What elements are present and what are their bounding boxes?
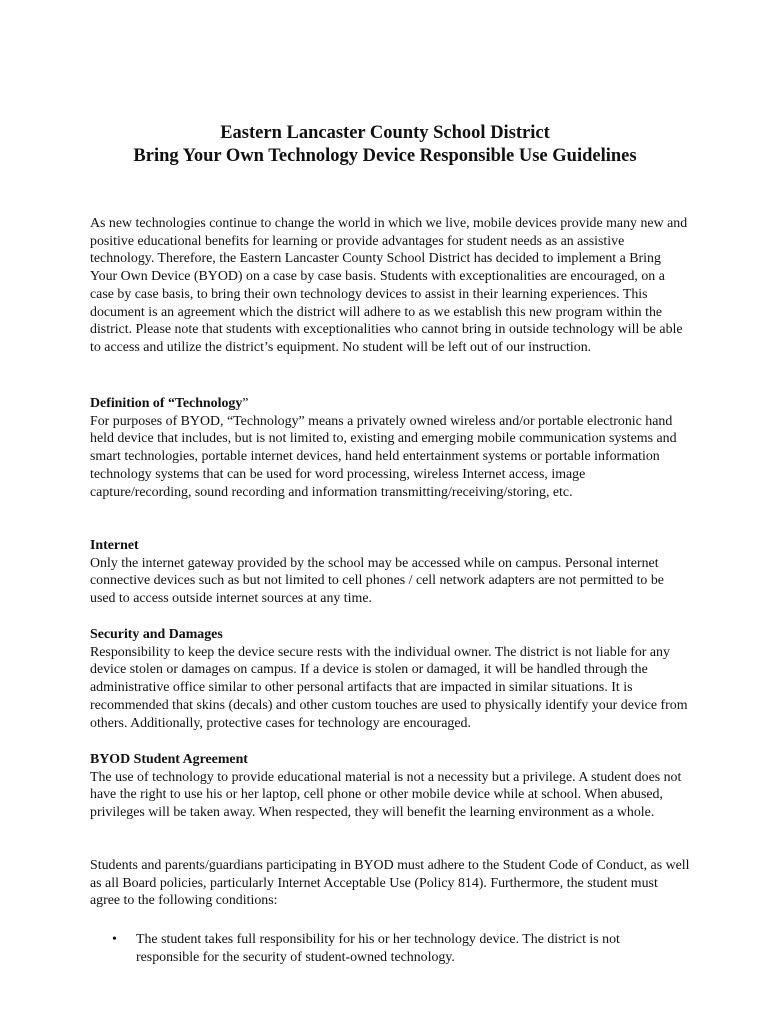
section-heading: Security and Damages	[90, 627, 223, 642]
intro-paragraph	[90, 215, 690, 357]
section-technology-definition	[90, 395, 690, 501]
section-heading: BYOD Student Agreement	[90, 752, 248, 767]
section-text: The use of technology to provide educational material is not a necessity but a privilege. A student does not have the right to use his or her laptop, cell phone or other mobile device while at school. When abused, privileges will be taken away. When respected, they will benefit the learning environment as a whole.	[90, 769, 682, 821]
conditions-text: Students and parents/guardians participating in BYOD must adhere to the Student Code of Conduct, as well as all Board policies, particularly Internet Acceptable Use (Policy 814). Furthermore, the student must agree to the following conditions:	[90, 858, 690, 909]
conditions-list	[112, 931, 682, 966]
section-internet	[90, 537, 690, 608]
title-line-1: Eastern Lancaster County School District	[220, 123, 550, 143]
title-line-2: Bring Your Own Technology Device Responsible Use Guidelines	[133, 146, 637, 166]
intro-text: As new technologies continue to change the world in which we live, mobile devices provide many new and positive educational benefits for learning or provide advantages for student needs as an assistive technology. Therefore, the Eastern Lancaster County School District has decided to implement a Bring Your Own Device (BYOD) on a case by case basis. Students with exceptionalities are encouraged, on a case by case basis, to bring their own technology devices to assist in their learning experiences. This document is an agreement which the district will adhere to as we establish this new program within the district. Please note that students with exceptionalities who cannot bring in outside technology will be able to access and utilize the district’s equipment. No student will be left out of our instruction.	[90, 216, 688, 355]
section-security-damages	[90, 626, 690, 732]
section-heading: Internet	[90, 538, 139, 553]
section-text: For purposes of BYOD, “Technology” means a privately owned wireless and/or portable electronic hand held device that includes, but is not limited to, existing and emerging mobile communication systems and smart technologies, portable internet devices, hand held entertainment systems or portable information technology systems that can be used for word processing, wireless Internet access, image capture/recording, sound recording and information transmitting/receiving/storing, etc.	[90, 413, 677, 500]
section-byod-agreement	[90, 751, 690, 822]
bullet-icon: •	[112, 932, 117, 947]
list-item	[112, 931, 682, 966]
section-heading: Definition of “Technology	[90, 396, 243, 411]
section-text: Only the internet gateway provided by the school may be accessed while on campus. Personal internet connective devices such as but not limited to cell phones / cell network adapters are not permitted to be used to access outside internet sources at any time.	[90, 555, 664, 607]
section-text: Responsibility to keep the device secure rests with the individual owner. The district is not liable for any device stolen or damages on campus. If a device is stolen or damaged, it will be handled through the administrative office similar to other personal artifacts that are impacted in similar situations. It is recommended that skins (decals) and other custom touches are used to physically identify your device from others. Additionally, protective cases for technology are encouraged.	[90, 644, 688, 731]
list-item-text: The student takes full responsibility for his or her technology device. The district is not responsible for the security of student-owned technology.	[136, 932, 620, 965]
document-title	[0, 122, 770, 168]
conditions-paragraph	[90, 857, 690, 910]
section-heading-quote: ”	[242, 396, 249, 411]
